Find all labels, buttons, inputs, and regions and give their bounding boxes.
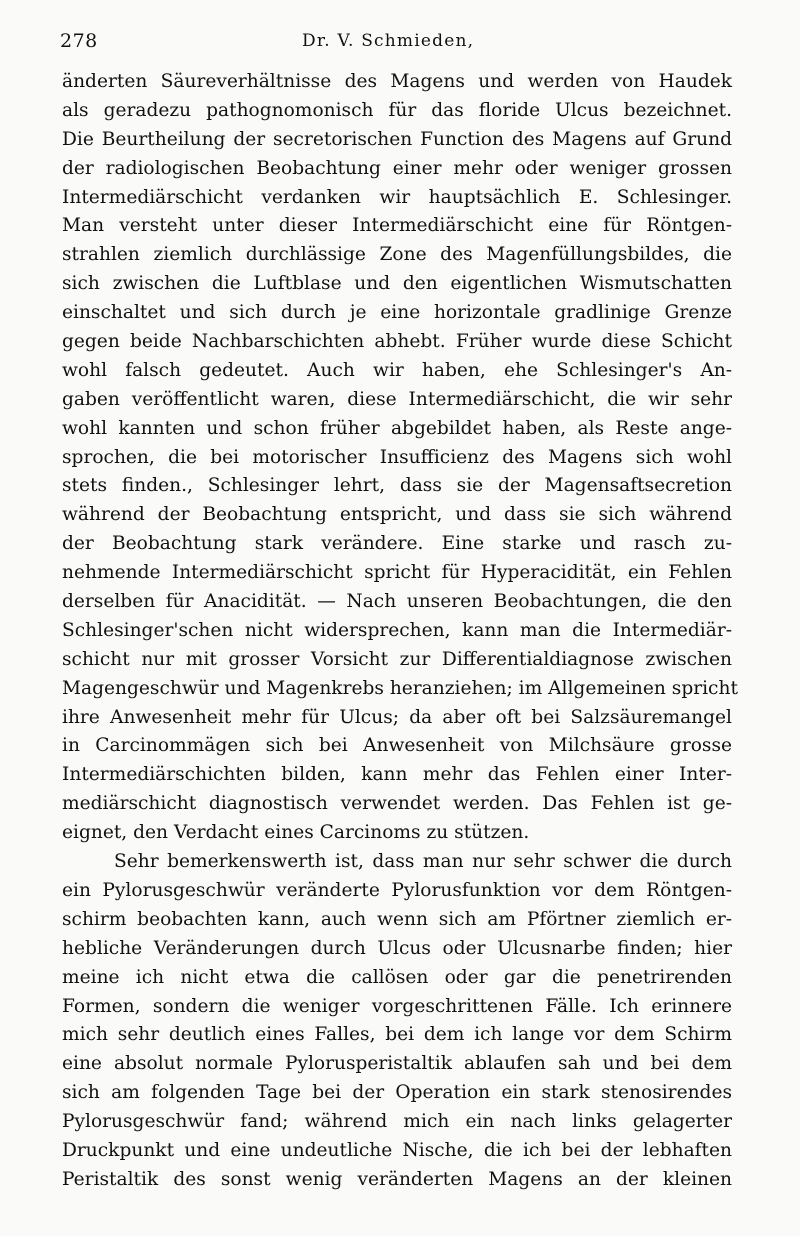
page-number: 278 bbox=[60, 30, 98, 52]
text-line: meine ich nicht etwa die callösen oder gar die penetrirenden bbox=[62, 966, 732, 988]
text-line: derselben für Anacidität. — Nach unseren Beobachtungen, die den bbox=[62, 591, 732, 613]
text-line: Formen, sondern die weniger vorgeschrittenen Fälle. Ich erinnere bbox=[62, 995, 732, 1017]
text-line: Schlesinger'schen nicht widersprechen, kann man die Intermediär- bbox=[62, 619, 732, 641]
text-line: schicht nur mit grosser Vorsicht zur Differentialdiagnose zwischen bbox=[62, 648, 732, 670]
text-line: schirm beobachten kann, auch wenn sich am Pförtner ziemlich er- bbox=[62, 908, 732, 930]
text-line: Peristaltik des sonst wenig veränderten Magens an der kleinen bbox=[62, 1168, 732, 1190]
text-line: ein Pylorusgeschwür veränderte Pylorusfunktion vor dem Röntgen- bbox=[62, 879, 732, 901]
text-line: mich sehr deutlich eines Falles, bei dem ich lange vor dem Schirm bbox=[62, 1024, 732, 1046]
text-line: hebliche Veränderungen durch Ulcus oder Ulcusnarbe finden; hier bbox=[62, 937, 732, 959]
text-line: stets finden., Schlesinger lehrt, dass sie der Magensaftsecretion bbox=[62, 475, 732, 497]
text-line: ihre Anwesenheit mehr für Ulcus; da aber oft bei Salzsäuremangel bbox=[62, 706, 732, 728]
text-line: gaben veröffentlicht waren, diese Intermediärschicht, die wir sehr bbox=[62, 388, 732, 410]
text-line: änderten Säureverhältnisse des Magens und werden von Haudek bbox=[62, 71, 732, 92]
text-line: eine absolut normale Pylorusperistaltik ablaufen sah und bei dem bbox=[62, 1053, 732, 1075]
text-line: wohl kannten und schon früher abgebildet haben, als Reste ange- bbox=[62, 417, 732, 439]
text-line: Magengeschwür und Magenkrebs heranziehen; im Allgemeinen spricht bbox=[62, 677, 738, 699]
text-line: in Carcinommägen sich bei Anwesenheit von Milchsäure grosse bbox=[62, 735, 732, 757]
text-line: sich am folgenden Tage bei der Operation ein stark stenosirendes bbox=[62, 1082, 732, 1104]
text-line: eignet, den Verdacht eines Carcinoms zu stützen. bbox=[62, 822, 530, 844]
text-line: Intermediärschichten bilden, kann mehr das Fehlen einer Inter- bbox=[62, 764, 732, 786]
text-line: während der Beobachtung entspricht, und dass sie sich während bbox=[62, 504, 732, 526]
text-line: Die Beurtheilung der secretorischen Function des Magens auf Grund bbox=[62, 128, 732, 150]
text-line: Sehr bemerkenswerth ist, dass man nur sehr schwer die durch bbox=[114, 851, 732, 873]
body-text bbox=[62, 68, 738, 1195]
text-line: wohl falsch gedeutet. Auch wir haben, ehe Schlesinger's An- bbox=[62, 359, 732, 381]
text-line: sprochen, die bei motorischer Insufficienz des Magens sich wohl bbox=[62, 446, 732, 468]
text-line: mediärschicht diagnostisch verwendet werden. Das Fehlen ist ge- bbox=[62, 793, 732, 815]
text-line: der Beobachtung stark verändere. Eine starke und rasch zu- bbox=[62, 533, 732, 555]
text-line: einschaltet und sich durch je eine horizontale gradlinige Grenze bbox=[62, 302, 732, 324]
page-header bbox=[60, 30, 740, 54]
running-head: Dr. V. Schmieden, bbox=[302, 31, 475, 51]
text-line: Pylorusgeschwür fand; während mich ein nach links gelagerter bbox=[62, 1111, 732, 1133]
text-line: gegen beide Nachbarschichten abhebt. Früher wurde diese Schicht bbox=[62, 331, 732, 353]
text-line: strahlen ziemlich durchlässige Zone des Magenfüllungsbildes, die bbox=[62, 244, 732, 266]
text-line: der radiologischen Beobachtung einer mehr oder weniger grossen bbox=[62, 157, 732, 179]
text-line: Intermediärschicht verdanken wir hauptsächlich E. Schlesinger. bbox=[62, 186, 732, 208]
text-line: als geradezu pathognomonisch für das floride Ulcus bezeichnet. bbox=[62, 99, 732, 121]
text-line: nehmende Intermediärschicht spricht für Hyperacidität, ein Fehlen bbox=[62, 562, 732, 584]
text-line: Druckpunkt und eine undeutliche Nische, die ich bei der lebhaften bbox=[62, 1139, 732, 1161]
text-line: Man versteht unter dieser Intermediärschicht eine für Röntgen- bbox=[62, 215, 732, 237]
text-line: sich zwischen die Luftblase und den eigentlichen Wismutschatten bbox=[62, 273, 732, 295]
